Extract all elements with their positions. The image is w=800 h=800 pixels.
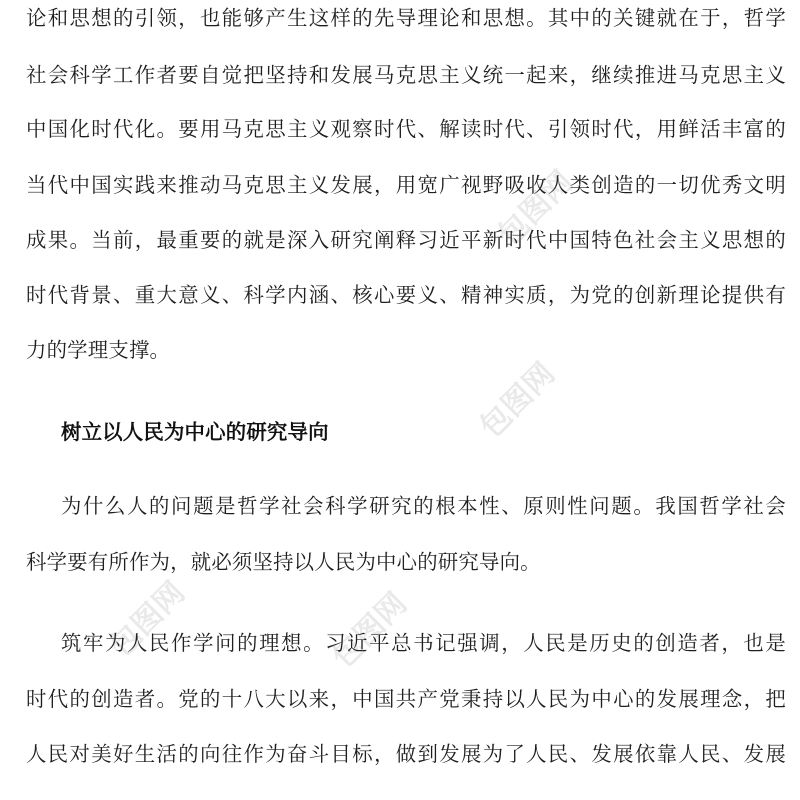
paragraph-3-line-2: 时代的创造者。党的十八大以来，中国共产党秉持以人民为中心的发展理念，把 [26, 687, 786, 711]
section-heading: 树立以人民为中心的研究导向 [61, 420, 329, 444]
paragraph-1-line-7: 力的学理支撑。 [26, 338, 171, 362]
paragraph-1-line-4: 当代中国实践来推动马克思主义发展，用宽广视野吸收人类创造的一切优秀文明 [26, 173, 786, 197]
paragraph-1-line-5: 成果。当前，最重要的就是深入研究阐释习近平新时代中国特色社会主义思想的 [26, 228, 786, 252]
paragraph-1-line-1: 论和思想的引领，也能够产生这样的先导理论和思想。其中的关键就在于，哲学 [26, 6, 786, 30]
paragraph-2-line-1: 为什么人的问题是哲学社会科学研究的根本性、原则性问题。我国哲学社会 [61, 494, 786, 518]
paragraph-3-line-3: 人民对美好生活的向往作为奋斗目标，做到发展为了人民、发展依靠人民、发展 [26, 742, 786, 766]
watermark-text: 包图网 [325, 586, 415, 675]
paragraph-1-line-6: 时代背景、重大意义、科学内涵、核心要义、精神实质，为党的创新理论提供有 [26, 283, 786, 307]
watermark-text: 包图网 [473, 356, 563, 445]
paragraph-1-line-3: 中国化时代化。要用马克思主义观察时代、解读时代、引领时代，用鲜活丰富的 [26, 117, 786, 141]
watermark-text: 包图网 [491, 164, 581, 253]
paragraph-3-line-1: 筑牢为人民作学问的理想。习近平总书记强调，人民是历史的创造者，也是 [61, 631, 786, 655]
paragraph-2-line-2: 科学要有所作为，就必须坚持以人民为中心的研究导向。 [26, 550, 541, 574]
paragraph-1-line-2: 社会科学工作者要自觉把坚持和发展马克思主义统一起来，继续推进马克思主义 [26, 63, 786, 87]
watermark-text: 包图网 [103, 575, 193, 664]
